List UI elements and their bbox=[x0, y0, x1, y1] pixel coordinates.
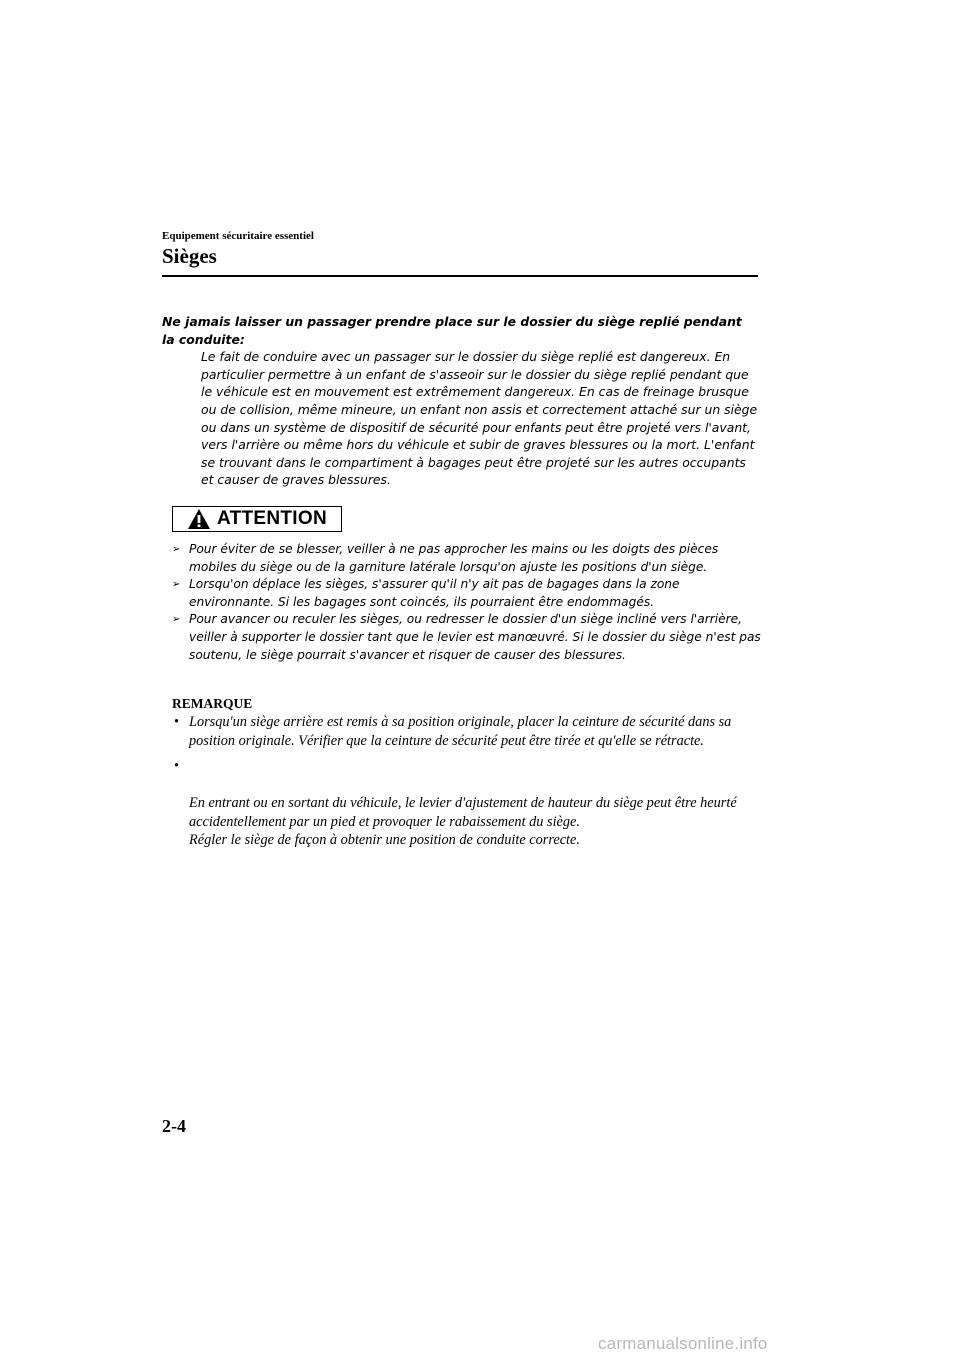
remark-list bbox=[172, 713, 762, 857]
attention-list bbox=[172, 541, 762, 664]
remark-label: REMARQUE bbox=[172, 696, 253, 711]
watermark: carmanualsonline.info bbox=[598, 1334, 768, 1353]
attention-banner bbox=[172, 506, 342, 532]
warning-triangle-icon bbox=[187, 508, 211, 530]
list-item bbox=[172, 541, 762, 576]
section-label: Equipement sécuritaire essentiel bbox=[162, 230, 314, 242]
list-item bbox=[172, 713, 762, 750]
list-item-text: En entrant ou en sortant du véhicule, le levier d'ajustement de hauteur du siège peut être heurté accidentellement par un pied et provoquer le rabaissement du siège. Régler le siège de façon à obtenir une position de conduite correcte. bbox=[189, 795, 737, 848]
list-item-text: Pour avancer ou reculer les sièges, ou redresser le dossier d'un siège incliné vers l'arrière, veiller à supporter le dossier tant que le levier est manœuvré. Si le dossier du siège n'est pas soutenu, le siège pourrait s'avancer et risquer de causer des blessures. bbox=[189, 612, 761, 662]
header-divider bbox=[162, 275, 758, 277]
bullet-icon: • bbox=[174, 758, 180, 774]
arrow-bullet-icon: ➢ bbox=[172, 544, 181, 555]
warning-body: Le fait de conduire avec un passager sur le dossier du siège replié est dangereux. En particulier permettre à un enfant de s'asseoir sur le dossier du siège replié pendant que le véhicule est en mouvement est extrêmement dangereux. En cas de freinage brusque ou de collision, même mineure, un enfant non assis et correctement attaché sur un siège ou dans un système de dispositif de sécurité pour enfants peut être projeté vers l'avant, vers l'arrière ou même hors du véhicule et subir de graves blessures ou la mort. L'enfant se trouvant dans le compartiment à bagages peut être projeté sur les autres occupants et causer de graves blessures. bbox=[201, 349, 758, 488]
list-item bbox=[172, 576, 762, 611]
list-item bbox=[172, 757, 762, 850]
list-item-text: Lorsqu'on déplace les sièges, s'assurer qu'il n'y ait pas de bagages dans la zone environnante. Si les bagages sont coincés, ils pourraient être endommagés. bbox=[189, 577, 680, 609]
page-title: Sièges bbox=[162, 244, 217, 268]
arrow-bullet-icon: ➢ bbox=[172, 614, 181, 626]
list-item bbox=[172, 611, 762, 664]
bullet-icon: • bbox=[174, 714, 180, 730]
attention-label: ATTENTION bbox=[216, 508, 327, 529]
arrow-bullet-icon: ➢ bbox=[172, 579, 181, 591]
page-number: 2-4 bbox=[162, 1116, 186, 1136]
list-item-text: Lorsqu'un siège arrière est remis à sa position originale, placer la ceinture de sécurité dans sa position originale. Vérifier que la ceinture de sécurité peut être tirée et qu'elle se rétracte. bbox=[189, 714, 732, 749]
warning-heading: Ne jamais laisser un passager prendre place sur le dossier du siège replié pendant la conduite: bbox=[162, 314, 742, 347]
warning-block bbox=[162, 313, 758, 489]
list-item-text: Pour éviter de se blesser, veiller à ne pas approcher les mains ou les doigts des pièces mobiles du siège ou de la garniture latérale lorsqu'on ajuste les positions d'un siège. bbox=[189, 542, 719, 574]
